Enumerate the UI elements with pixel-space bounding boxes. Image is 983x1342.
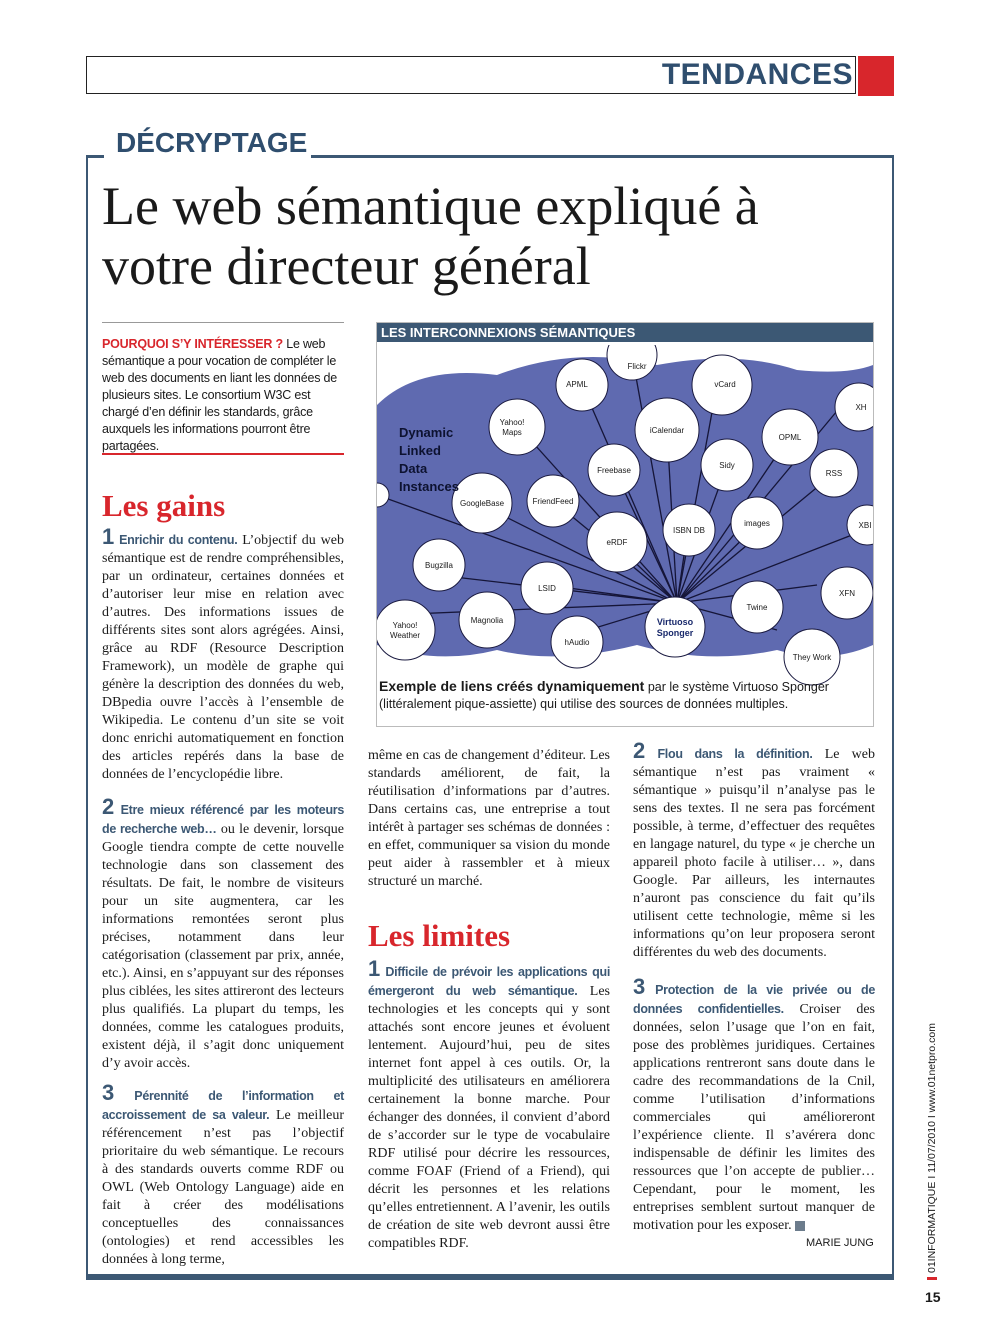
node-label: images	[744, 519, 770, 528]
section-rubric: TENDANCES	[661, 58, 853, 91]
limite-1-title: Difficile de prévoir les applications qui émergeront du web sémantique.	[368, 965, 610, 998]
svg-text:Virtuoso: Virtuoso	[656, 617, 694, 627]
limite-2-number: 2	[633, 738, 646, 763]
node-label: RSS	[825, 469, 843, 478]
node-label: LSID	[538, 584, 556, 593]
node-label: XH	[855, 403, 867, 412]
frame-top-right-rule	[286, 155, 894, 158]
node-label: Maps	[502, 428, 522, 437]
caption-text: par le système Virtuoso Sponger (littéralement pique-assiette) qui utilise des sources de données multiples.	[379, 680, 829, 711]
gain-2-title: Etre mieux référencé par les moteurs de recherche web…	[102, 803, 344, 836]
node-label: APML	[566, 380, 588, 389]
node-label: GoogleBase	[459, 499, 505, 508]
limite-2-text: Le web sémantique n’est pas vraiment « sémantique » puisqu’il n’analyse pas le sens des textes. Il ne sera pas forcément possible, à terme, d’effectuer des requêtes en langage naturel, du type « je cherche un appareil photo facile à utiliser… », dans Google. Par ailleurs, les internautes n’auront pas conscience du fait qu’ils utilisent cette technologie, même si les informations qu’on leur proposera seront différentes du web des documents.	[633, 747, 876, 960]
graph-cloud	[377, 357, 873, 656]
gain-3-text: Le meilleur référencement n’est pas l’objectif prioritaire du web sémantique. Le recours à des standards ouverts comme RDF ou OWL (Web Ontology Language) aide en fait à créer des modélisations conceptuelles des connaissances (ontologies) et rend accessibles les données à long terme,	[102, 1108, 344, 1267]
node-label: Magnolia	[470, 616, 504, 625]
figure-caption	[379, 678, 869, 713]
frame-top-left-rule	[86, 155, 104, 158]
node-label: eRDF	[606, 538, 628, 547]
intro-top-rule	[102, 322, 344, 323]
node-label: Bugzilla	[424, 561, 454, 570]
node-label: hAudio	[564, 638, 590, 647]
svg-text:Dynamic: Dynamic	[399, 425, 454, 440]
node-label: XBI	[858, 521, 872, 530]
gain-1-title: Enrichir du contenu.	[119, 533, 238, 547]
node-label: Freebase	[597, 466, 631, 475]
limite-1-text: Les technologies et les concepts qui y sont attachés sont encore jeunes et évoluent lentement. Aujourd’hui, peu de sites internet font appel à ces outils. Or, la multiplicité des utilisateurs en améliorera certainement la bonne marche. Pour échanger des données, il convient d’abord de s’accorder sur le type de vocabulaire RDF utilisé pour décrire les ressources, comme FOAF (Friend of a Friend), qui décrit les personnes et les relations qu’elles entretiennent. A l’avenir, les outils de création de site web devront aussi être compatibles RDF.	[368, 984, 610, 1251]
limite-3	[633, 974, 876, 1235]
intro-lead: POURQUOI S’Y INTÉRESSER ?	[102, 337, 283, 351]
node-label: ISBN DB	[672, 526, 706, 535]
svg-text:Linked: Linked	[399, 443, 441, 458]
heading-limites: Les limites	[368, 918, 511, 953]
figure-box	[376, 322, 874, 727]
hub-label	[657, 617, 694, 638]
node-label: XFN	[839, 589, 855, 598]
limite-1	[368, 956, 610, 1253]
svg-text:Data: Data	[399, 461, 428, 476]
node-label: Yahoo!	[499, 418, 525, 427]
node-label: Flickr	[627, 362, 647, 371]
author-byline: MARIE JUNG	[806, 1237, 874, 1249]
node-label: Twine	[746, 603, 768, 612]
gain-1-number: 1	[102, 524, 115, 549]
limite-1-number: 1	[368, 956, 381, 981]
limite-3-title: Protection de la vie privée ou de données confidentielles.	[633, 983, 876, 1016]
limite-2-title: Flou dans la définition.	[657, 747, 813, 761]
caption-bold: Exemple de liens créés dynamiquement	[379, 678, 645, 694]
limite-3-number: 3	[633, 974, 646, 999]
figure-heading: LES INTERCONNEXIONS SÉMANTIQUES	[377, 323, 873, 342]
heading-gains: Les gains	[102, 488, 226, 523]
node-label: Sidy	[719, 461, 735, 470]
gain-1-text: L’objectif du web sémantique est de rendre compréhensibles, par un ordinateur, certaines données et d’autoriser leur mise en relation avec d’autres. Des informations issues de différents sites sont alors agrégées. Ainsi, grâce au RDF (Resource Description Framework), un modèle de graphe qui génère la description des données du web, DBpedia ouvre l’accès à l’ensemble de Wikipedia. Le contenu d’un site se voit donc enrichi automatiquement en fonction des articles repérés dans la base de données de l’encyclopédie libre.	[102, 533, 344, 782]
gain-2-number: 2	[102, 794, 115, 819]
node-label: Yahoo!	[392, 621, 418, 630]
article-kicker: DÉCRYPTAGE	[112, 127, 311, 159]
end-of-article-icon	[795, 1221, 805, 1231]
page-number: 15	[925, 1289, 941, 1305]
folio-red-mark	[927, 1277, 937, 1280]
gain-2	[102, 794, 344, 1073]
limite-2	[633, 738, 876, 962]
side-folio	[926, 1023, 938, 1280]
gain-3-title: Pérennité de l’information et accroissement de sa valeur.	[102, 1089, 345, 1122]
intro-text: Le web sémantique a pour vocation de compléter le web des documents en liant les données de plusieurs sites. Le consortium W3C est chargé d’en définir les standards, grâce auxquels les informations pourront être partagées.	[102, 337, 338, 453]
gain-1	[102, 524, 344, 784]
svg-text:Sponger: Sponger	[656, 628, 694, 638]
gain-3	[102, 1080, 345, 1269]
node-label: Weather	[389, 631, 421, 640]
article-intro	[102, 336, 344, 455]
limite-3-text: Croiser des données, selon l’usage que l’on en fait, pose des problèmes juridiques. Certaines applications rentreront sans doute dans le cadre des recommandations de la Cnil, comme l’utilisation d’informations commerciales qui amélioreront l’expérience cliente. Il s’avérera donc indispensable de définir les limites des ressources que l’on accepte de publier… Cependant, pour le moment, les entreprises semblent surtout manquer de motivation pour les exposer.	[633, 1002, 875, 1233]
node-label: vCard	[714, 380, 736, 389]
node-label: They Work	[792, 653, 832, 662]
article-title: Le web sémantique expliqué à votre directeur général	[102, 176, 759, 296]
node-label: iCalendar	[649, 426, 685, 435]
gain-3-number: 3	[102, 1080, 115, 1105]
linked-data-graph	[377, 345, 873, 689]
intro-bottom-rule	[102, 453, 344, 455]
gain-2-text: ou le devenir, lorsque Google tiendra compte de cette nouvelle technologie dans son classement des résultats. De fait, le nombre de visiteurs pour un site augmentera, car les informations remontées seront plus précises, notamment dans leur catégorisation (classement par prix, année, etc.). Ainsi, en s’appuyant sur des réponses plus ciblées, les sites attireront des lecteurs plus qualifiés. La plupart du temps, les données, comme les catalogues produits, existent déjà, il s’agit donc uniquement d’y avoir accès.	[102, 822, 344, 1071]
folio-text: 01INFORMATIQUE I 11/07/2010 I www.01netpro.com	[926, 1023, 938, 1273]
red-tab-marker	[858, 56, 894, 96]
svg-text:Instances: Instances	[399, 479, 459, 494]
gain-3-continuation: même en cas de changement d’éditeur. Les standards améliorent, de fait, la réutilisation d’informations par d’autres. Dans certains cas, une entreprise a tout intérêt à partager ses schémas de données : en effet, communiquer sa vision du monde peut aider à rassembler et à mieux structuré un marché.	[368, 748, 610, 889]
node-label: OPML	[778, 433, 802, 442]
hub-node	[645, 597, 705, 657]
node-label: FriendFeed	[532, 497, 574, 506]
